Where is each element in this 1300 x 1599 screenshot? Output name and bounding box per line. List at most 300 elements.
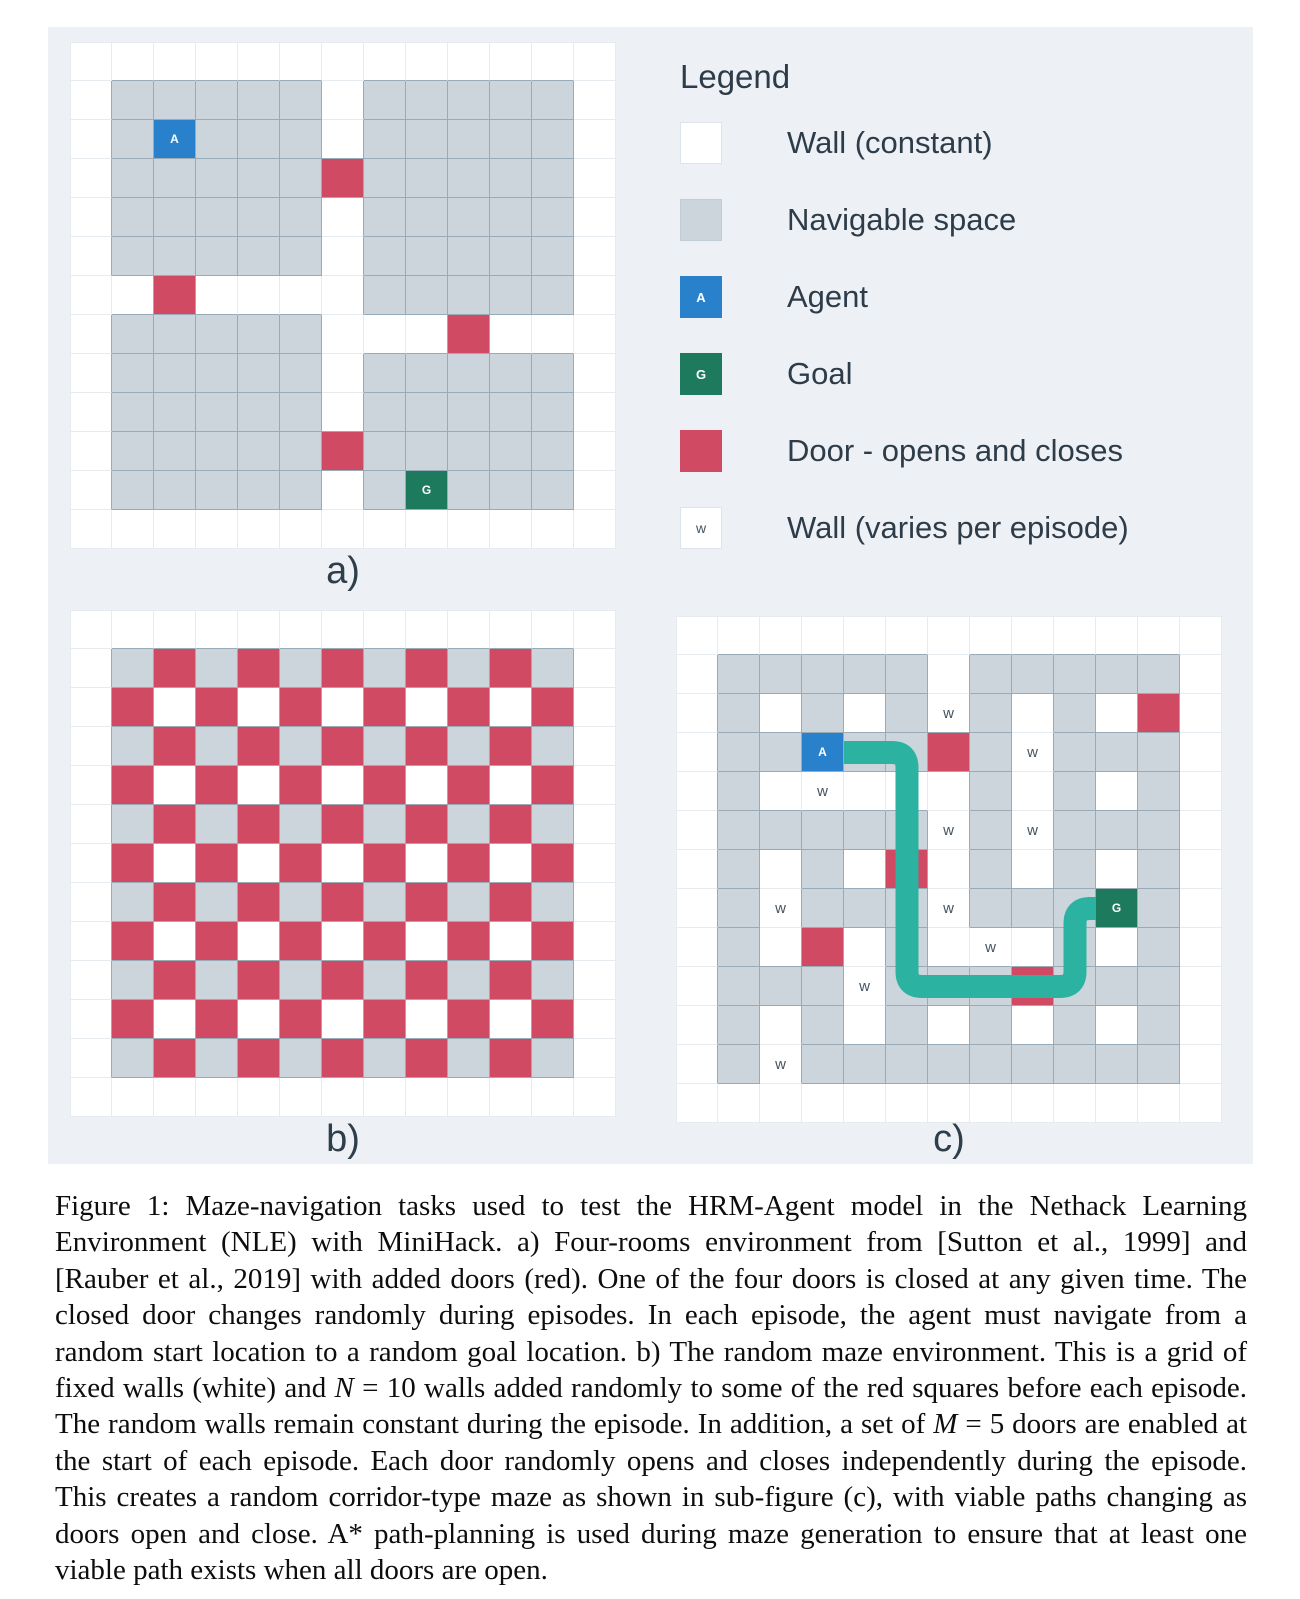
panel-label-a: a) [326,550,360,592]
wall-cell [490,510,532,549]
navigable-cell [238,81,280,120]
wall-cell [760,772,802,811]
wall-cell [676,733,718,772]
navigable-cell [802,889,844,928]
navigable-cell [112,727,154,766]
navigable-cell [1138,967,1180,1006]
door-cell [364,766,406,805]
caption-text: Figure 1: Maze-navigation tasks used to test the HRM-Agent model in the Nethack Learning Environment (NLE) with MiniHack. a) Four-rooms environment from [Sutton et al., 1999] and [Rauber et al., 2019] with added doors (red). One of the four doors is closed at any given time. The closed door changes randomly during episodes. In each episode, the agent must navigate from a random start location to a random goal location. b) The random maze environment. This is a grid of fixed walls (white) and [55,1190,1247,1405]
wall-cell [322,198,364,237]
legend-item-goal [680,353,1200,395]
navigable-cell [802,1045,844,1084]
wall-cell [844,850,886,889]
wall-cell [1180,811,1222,850]
navigable-cell [280,237,322,276]
navigable-cell [532,961,574,1000]
wall-cell [154,42,196,81]
navigable-cell [532,727,574,766]
wall-cell [112,42,154,81]
navigable-cell [196,393,238,432]
door-cell [322,883,364,922]
navigable-cell [364,471,406,510]
wall-cell [490,922,532,961]
navigable-cell [196,1039,238,1078]
navigable-cell [1054,889,1096,928]
wall-cell [406,1000,448,1039]
legend-item-label: Agent [787,279,869,314]
navigable-cell [886,1006,928,1045]
door-cell [196,1000,238,1039]
wall-cell [1180,694,1222,733]
goal-cell: G [1096,889,1138,928]
navigable-cell [154,81,196,120]
wall-cell [112,510,154,549]
navigable-cell [718,850,760,889]
wall-cell [574,1000,616,1039]
wall-cell [238,1000,280,1039]
navigable-cell [364,237,406,276]
variable-wall-cell: w [928,694,970,733]
navigable-cell [970,733,1012,772]
door-cell [532,766,574,805]
door-cell [238,961,280,1000]
navigable-cell [112,198,154,237]
wall-cell [532,1078,574,1117]
wall-cell [928,772,970,811]
wall-cell [532,510,574,549]
wall-cell [490,315,532,354]
door-cell [112,844,154,883]
wall-cell [676,811,718,850]
door-cell [406,883,448,922]
navigable-cell [280,432,322,471]
wall-cell [70,510,112,549]
navigable-cell [154,315,196,354]
door-cell [154,961,196,1000]
wall-cell [574,120,616,159]
wall-cell [676,772,718,811]
navigable-cell [364,432,406,471]
door-cell [490,883,532,922]
wall-cell [280,510,322,549]
wall-cell [532,610,574,649]
wall-cell [886,772,928,811]
navigable-cell [886,928,928,967]
navigable-cell [196,805,238,844]
wall-cell [238,844,280,883]
wall-cell [574,471,616,510]
wall-cell [70,844,112,883]
navigable-cell [406,432,448,471]
navigable-cell [280,649,322,688]
wall-cell [676,655,718,694]
door-cell [280,844,322,883]
wall-cell [1096,772,1138,811]
wall-cell [574,42,616,81]
wall-cell [676,967,718,1006]
wall-cell [1180,850,1222,889]
navigable-cell [406,159,448,198]
wall-cell [322,610,364,649]
legend-item-wallvar [680,507,1200,549]
navigable-cell [970,1006,1012,1045]
wall-cell [70,432,112,471]
wall-cell [928,1006,970,1045]
navigable-cell [196,432,238,471]
navigable-cell [280,315,322,354]
wall-cell [574,610,616,649]
wall-cell [280,610,322,649]
wall-cell [406,688,448,727]
figure-caption [55,1188,1247,1588]
door-cell [112,922,154,961]
wall-cell [70,120,112,159]
navigable-cell [928,967,970,1006]
legend-item-label: Wall (constant) [787,125,993,160]
navigable-cell [490,432,532,471]
navigable-cell [154,159,196,198]
wall-cell [364,42,406,81]
door-cell [238,727,280,766]
navigable-cell [280,961,322,1000]
navigable-cell [970,889,1012,928]
navigable-cell [886,811,928,850]
agent-cell: A [802,733,844,772]
wall-cell [70,610,112,649]
wall-cell [574,649,616,688]
navigable-cell [448,237,490,276]
wall-cell [1180,1006,1222,1045]
door-cell [322,727,364,766]
navigable-cell [532,649,574,688]
door-cell [490,727,532,766]
door-cell [886,850,928,889]
door-cell [238,883,280,922]
wall-cell [676,694,718,733]
navigable-cell [970,850,1012,889]
navigable-cell [970,811,1012,850]
panel-label-c: c) [933,1118,965,1160]
navigable-cell [490,120,532,159]
door-cell [154,883,196,922]
navigable-cell [1054,694,1096,733]
wall-cell [676,889,718,928]
wall-swatch-icon [680,122,722,164]
navigable-cell [1054,1006,1096,1045]
wall-cell [406,922,448,961]
navigable-cell [406,237,448,276]
navigable-cell [154,198,196,237]
legend-items [680,122,1200,549]
navigable-cell [1138,811,1180,850]
navigable-cell [760,967,802,1006]
wall-cell [844,616,886,655]
wall-cell [1012,616,1054,655]
door-cell [490,805,532,844]
wall-cell [490,766,532,805]
navigable-cell [238,237,280,276]
door-cell [448,922,490,961]
wall-cell [928,850,970,889]
wall-cell [490,42,532,81]
wall-cell [70,961,112,1000]
door-cell [322,432,364,471]
wall-cell [70,727,112,766]
wall-cell [760,1006,802,1045]
door-cell [280,766,322,805]
wall-cell [406,766,448,805]
agent-cell: A [154,120,196,159]
wall-cell [112,1078,154,1117]
wall-cell [844,694,886,733]
wall-cell [574,766,616,805]
wall-cell [574,727,616,766]
wall-cell [574,510,616,549]
navigable-cell [760,733,802,772]
wall-cell [154,610,196,649]
door-cell [196,844,238,883]
navigable-cell [886,1045,928,1084]
wall-cell [154,766,196,805]
navigable-cell [1138,772,1180,811]
navigable-cell [448,649,490,688]
door-cell [322,805,364,844]
door-cell [532,1000,574,1039]
wall-cell [70,1000,112,1039]
wall-cell [322,81,364,120]
navigable-cell [886,694,928,733]
navigable-cell [406,198,448,237]
navigable-cell [802,694,844,733]
door-cell [322,961,364,1000]
door-cell [532,922,574,961]
wall-cell [760,928,802,967]
caption-text: = 10 walls added randomly to some of the red squares before each episode. The random walls remain constant during the episode. In addition, a set of [55,1372,1247,1441]
wall-cell [802,616,844,655]
wall-cell [70,649,112,688]
navigable-cell [802,655,844,694]
wall-cell [1180,772,1222,811]
navigable-cell [532,354,574,393]
wall-cell [1180,733,1222,772]
navigable-cell [364,393,406,432]
wall-cell [1012,928,1054,967]
navigable-cell [448,432,490,471]
navigable-cell [280,393,322,432]
navigable-cell [532,393,574,432]
navigable-cell [196,649,238,688]
navigable-cell [406,354,448,393]
navigable-cell [196,727,238,766]
door-cell [196,922,238,961]
navigable-cell [364,727,406,766]
wall-cell [1096,928,1138,967]
wall-cell [928,928,970,967]
wall-cell [112,276,154,315]
wall-cell [574,315,616,354]
navigable-cell [112,159,154,198]
navigable-cell [886,967,928,1006]
wall-cell [406,510,448,549]
wallvar-swatch-icon: w [680,507,722,549]
wall-cell [280,1078,322,1117]
navigable-cell [448,393,490,432]
door-swatch-icon [680,430,722,472]
wall-cell [1096,1006,1138,1045]
grid-corridor-maze [676,616,1222,1123]
navigable-cell [490,198,532,237]
navigable-cell [1138,928,1180,967]
door-cell [364,688,406,727]
wall-cell [844,928,886,967]
wall-cell [1096,850,1138,889]
navigable-cell [532,198,574,237]
variable-wall-cell: w [928,889,970,928]
navigable-cell [718,811,760,850]
navigable-cell [280,120,322,159]
wall-cell [490,610,532,649]
navigable-cell [1054,928,1096,967]
navigable-cell [364,354,406,393]
navigable-cell [448,198,490,237]
door-cell [490,649,532,688]
caption-math-symbol: M [933,1408,958,1441]
door-cell [448,766,490,805]
wall-cell [196,1078,238,1117]
navigable-cell [844,889,886,928]
navigable-cell [970,694,1012,733]
navigable-cell [928,1045,970,1084]
navigable-cell [196,315,238,354]
wall-cell [844,772,886,811]
wall-cell [574,237,616,276]
wall-cell [70,883,112,922]
door-cell [532,688,574,727]
navigable-cell [844,1045,886,1084]
navigable-cell [112,883,154,922]
wall-cell [364,315,406,354]
wall-cell [238,688,280,727]
wall-cell [1180,616,1222,655]
navigable-cell [532,159,574,198]
navigable-cell [238,159,280,198]
wall-cell [574,393,616,432]
navigable-cell [238,198,280,237]
nav-swatch-icon [680,199,722,241]
navigable-cell [1054,772,1096,811]
navigable-cell [112,432,154,471]
navigable-cell [1054,967,1096,1006]
wall-cell [448,42,490,81]
navigable-cell [364,198,406,237]
wall-cell [406,844,448,883]
variable-wall-cell: w [928,811,970,850]
wall-cell [322,237,364,276]
wall-cell [322,688,364,727]
navigable-cell [112,1039,154,1078]
navigable-cell [532,120,574,159]
navigable-cell [364,805,406,844]
navigable-cell [844,811,886,850]
wall-cell [676,928,718,967]
door-cell [112,688,154,727]
navigable-cell [448,159,490,198]
caption-text: = 5 doors are enabled at the start of each episode. Each door randomly opens and closes independently during the episode. This creates a random corridor-type maze as shown in sub-figure (c), with viable paths changing as doors open and close. A* path-planning is used during maze generation to ensure that at least one viable path exists when all doors are open. [55,1408,1247,1587]
wall-cell [154,688,196,727]
navigable-cell [760,811,802,850]
goal-cell: G [406,471,448,510]
wall-cell [970,616,1012,655]
door-cell [1012,967,1054,1006]
door-cell [448,1000,490,1039]
wall-cell [532,42,574,81]
navigable-cell [238,315,280,354]
door-cell [928,733,970,772]
navigable-cell [718,967,760,1006]
navigable-cell [802,1006,844,1045]
wall-cell [448,1078,490,1117]
navigable-cell [1138,1006,1180,1045]
door-cell [196,688,238,727]
wall-cell [760,850,802,889]
navigable-cell [886,655,928,694]
door-cell [322,159,364,198]
navigable-cell [844,655,886,694]
wall-cell [322,393,364,432]
navigable-cell [1054,655,1096,694]
navigable-cell [154,393,196,432]
navigable-cell [280,1039,322,1078]
navigable-cell [112,393,154,432]
door-cell [322,1039,364,1078]
goal-swatch-icon: G [680,353,722,395]
wall-cell [448,510,490,549]
navigable-cell [196,883,238,922]
wall-cell [574,1039,616,1078]
legend-item-wall [680,122,1200,164]
wall-cell [322,42,364,81]
wall-cell [154,844,196,883]
wall-cell [448,610,490,649]
wall-cell [406,315,448,354]
navigable-cell [1138,850,1180,889]
door-cell [280,922,322,961]
wall-cell [490,844,532,883]
door-cell [322,649,364,688]
navigable-cell [718,928,760,967]
door-cell [364,1000,406,1039]
navigable-cell [844,733,886,772]
door-cell [196,766,238,805]
navigable-cell [970,772,1012,811]
navigable-cell [448,120,490,159]
wall-cell [154,1078,196,1117]
wall-cell [718,616,760,655]
navigable-cell [448,81,490,120]
navigable-cell [280,727,322,766]
navigable-cell [112,315,154,354]
navigable-cell [196,81,238,120]
legend-item-label: Navigable space [787,202,1017,237]
wall-cell [154,922,196,961]
door-cell [238,649,280,688]
wall-cell [676,1045,718,1084]
wall-cell [70,393,112,432]
navigable-cell [1096,1045,1138,1084]
navigable-cell [490,159,532,198]
door-cell [802,928,844,967]
navigable-cell [490,354,532,393]
